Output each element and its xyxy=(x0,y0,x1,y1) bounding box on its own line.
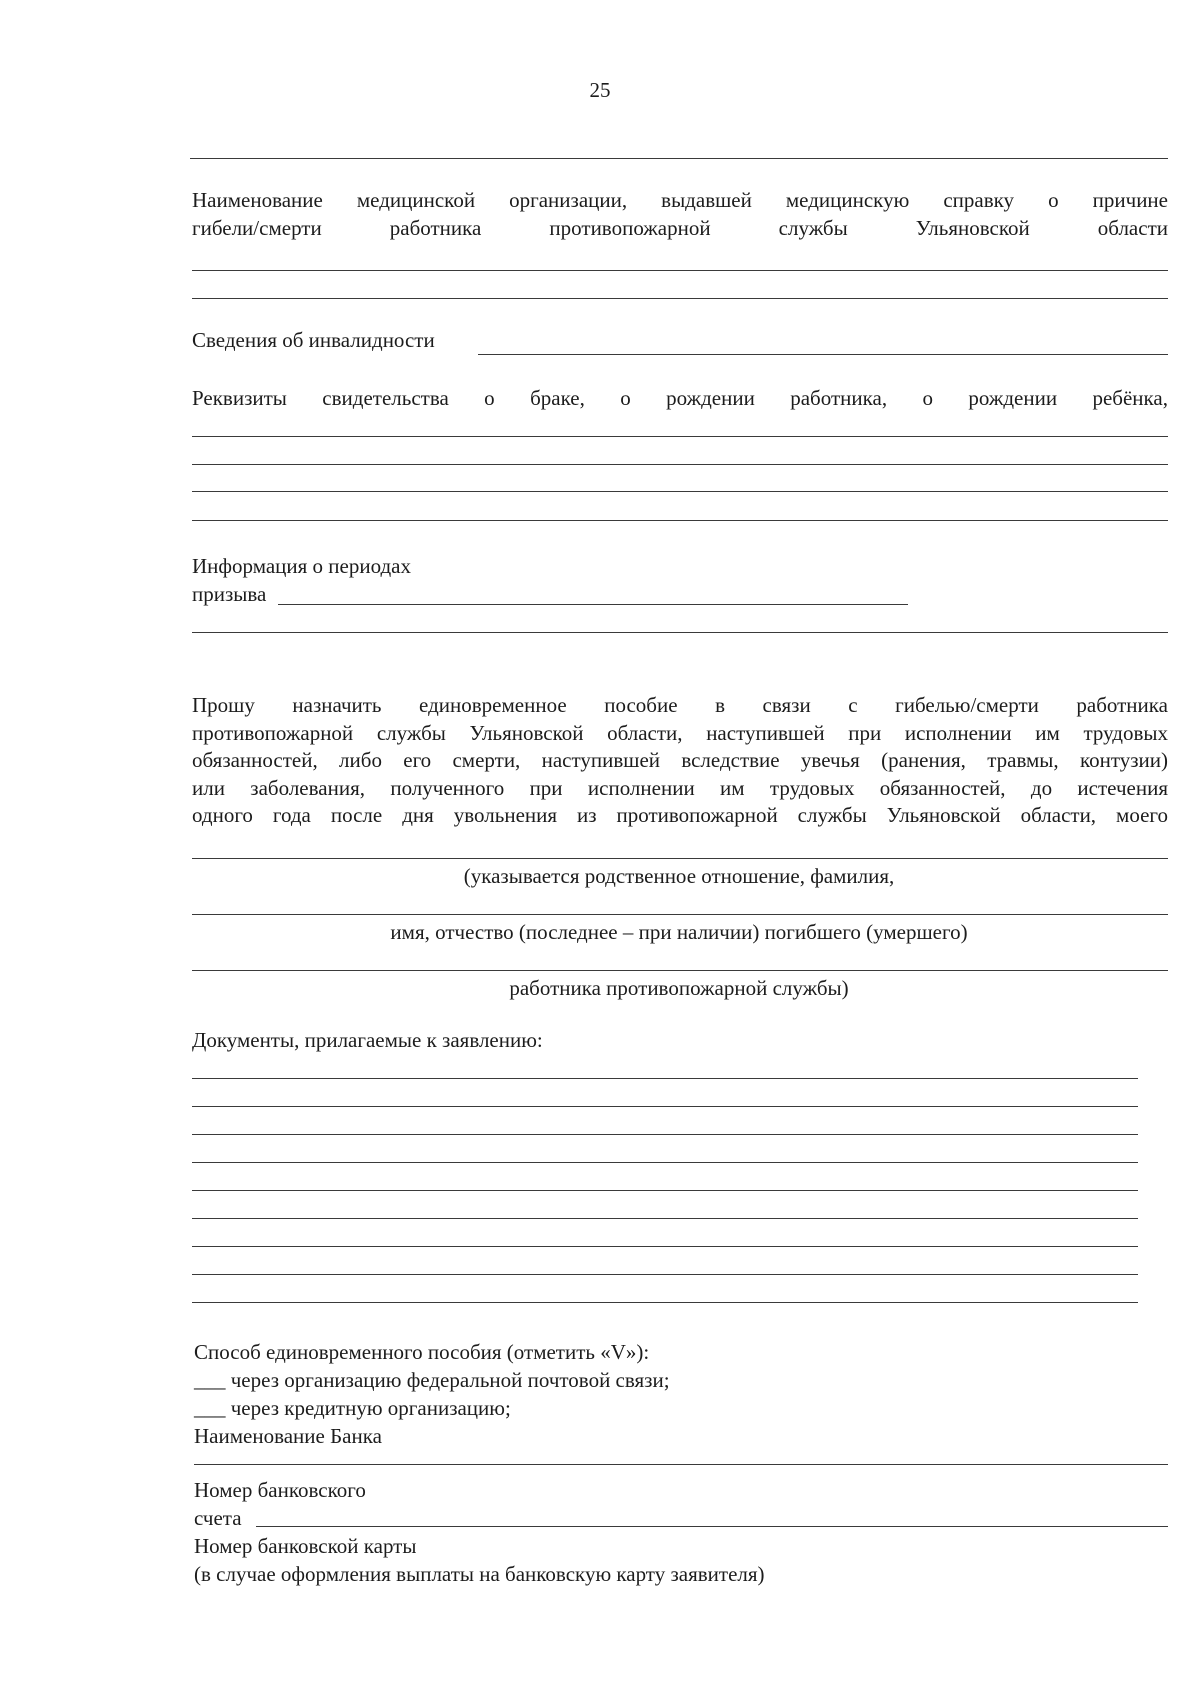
relation-field-line[interactable] xyxy=(192,858,1168,859)
documents-field-line-2[interactable] xyxy=(192,1106,1138,1107)
relation-caption: (указывается родственное отношение, фамилия, xyxy=(463,864,895,888)
top-blank-line xyxy=(190,158,1168,159)
conscription-field-line-1[interactable] xyxy=(278,604,908,605)
documents-field-line-8[interactable] xyxy=(192,1274,1138,1275)
request-line-2: противопожарной службы Ульяновской области, наступившей при исполнении им трудовых xyxy=(192,720,1168,745)
documents-label: Документы, прилагаемые к заявлению: xyxy=(192,1028,543,1052)
bank-name-field-line[interactable] xyxy=(194,1464,1168,1465)
disability-label: Сведения об инвалидности xyxy=(192,328,435,352)
payment-option-post xyxy=(194,1366,670,1394)
bank-name-label: Наименование Банка xyxy=(194,1424,382,1448)
account-label-line2: счета xyxy=(194,1506,242,1530)
bank-option-label: через кредитную организацию; xyxy=(230,1396,511,1420)
conscription-label-line1: Информация о периодах xyxy=(192,554,411,578)
med-org-label-line1: Наименование медицинской организации, выдавшей медицинскую справку о причине xyxy=(192,188,1168,212)
card-label: Номер банковской карты xyxy=(194,1534,417,1558)
account-label-line1: Номер банковского xyxy=(194,1478,366,1502)
documents-field-line-3[interactable] xyxy=(192,1134,1138,1135)
payment-option-bank xyxy=(194,1394,511,1422)
certificates-label: Реквизиты свидетельства о браке, о рождении работника, о рождении ребёнка, xyxy=(192,386,1168,410)
request-line-3: обязанностей, либо его смерти, наступившей вследствие увечья (ранения, травмы, контузии) xyxy=(192,748,1168,773)
request-line-4: или заболевания, полученного при исполнении им трудовых обязанностей, до истечения xyxy=(192,775,1168,800)
request-paragraph xyxy=(192,692,1168,830)
request-line-1: Прошу назначить единовременное пособие в связи с гибелью/смерти работника xyxy=(192,693,1168,717)
conscription-field-line-2[interactable] xyxy=(192,632,1168,633)
med-org-label-line2: гибели/смерти работника противопожарной службы Ульяновской области xyxy=(192,216,1168,240)
med-org-field-line-2[interactable] xyxy=(192,298,1168,299)
account-field-line[interactable] xyxy=(256,1526,1168,1527)
name-field-line[interactable] xyxy=(192,914,1168,915)
documents-field-line-9[interactable] xyxy=(192,1302,1138,1303)
conscription-label-line2: призыва xyxy=(192,582,267,606)
worker-caption: работника противопожарной службы) xyxy=(509,976,849,1000)
page-number: 25 xyxy=(589,78,611,102)
certificates-field-line-3[interactable] xyxy=(192,491,1168,492)
card-note: (в случае оформления выплаты на банковскую карту заявителя) xyxy=(194,1562,765,1586)
payment-title: Способ единовременного пособия (отметить «V»): xyxy=(194,1340,650,1364)
request-line-5: одного года после дня увольнения из противопожарной службы Ульяновской области, моего xyxy=(192,803,1168,828)
bank-checkbox-blank[interactable]: ___ xyxy=(194,1396,226,1420)
name-caption: имя, отчество (последнее – при наличии) погибшего (умершего) xyxy=(390,920,968,944)
med-org-field-line-1[interactable] xyxy=(192,270,1168,271)
worker-field-line[interactable] xyxy=(192,970,1168,971)
certificates-field-line-4[interactable] xyxy=(192,520,1168,521)
documents-field-line-4[interactable] xyxy=(192,1162,1138,1163)
documents-field-line-5[interactable] xyxy=(192,1190,1138,1191)
certificates-field-line-1[interactable] xyxy=(192,436,1168,437)
post-option-label: через организацию федеральной почтовой связи; xyxy=(230,1368,670,1392)
documents-field-line-1[interactable] xyxy=(192,1078,1138,1079)
certificates-field-line-2[interactable] xyxy=(192,464,1168,465)
documents-field-line-6[interactable] xyxy=(192,1218,1138,1219)
post-checkbox-blank[interactable]: ___ xyxy=(194,1368,226,1392)
documents-field-line-7[interactable] xyxy=(192,1246,1138,1247)
disability-field-line[interactable] xyxy=(478,354,1168,355)
